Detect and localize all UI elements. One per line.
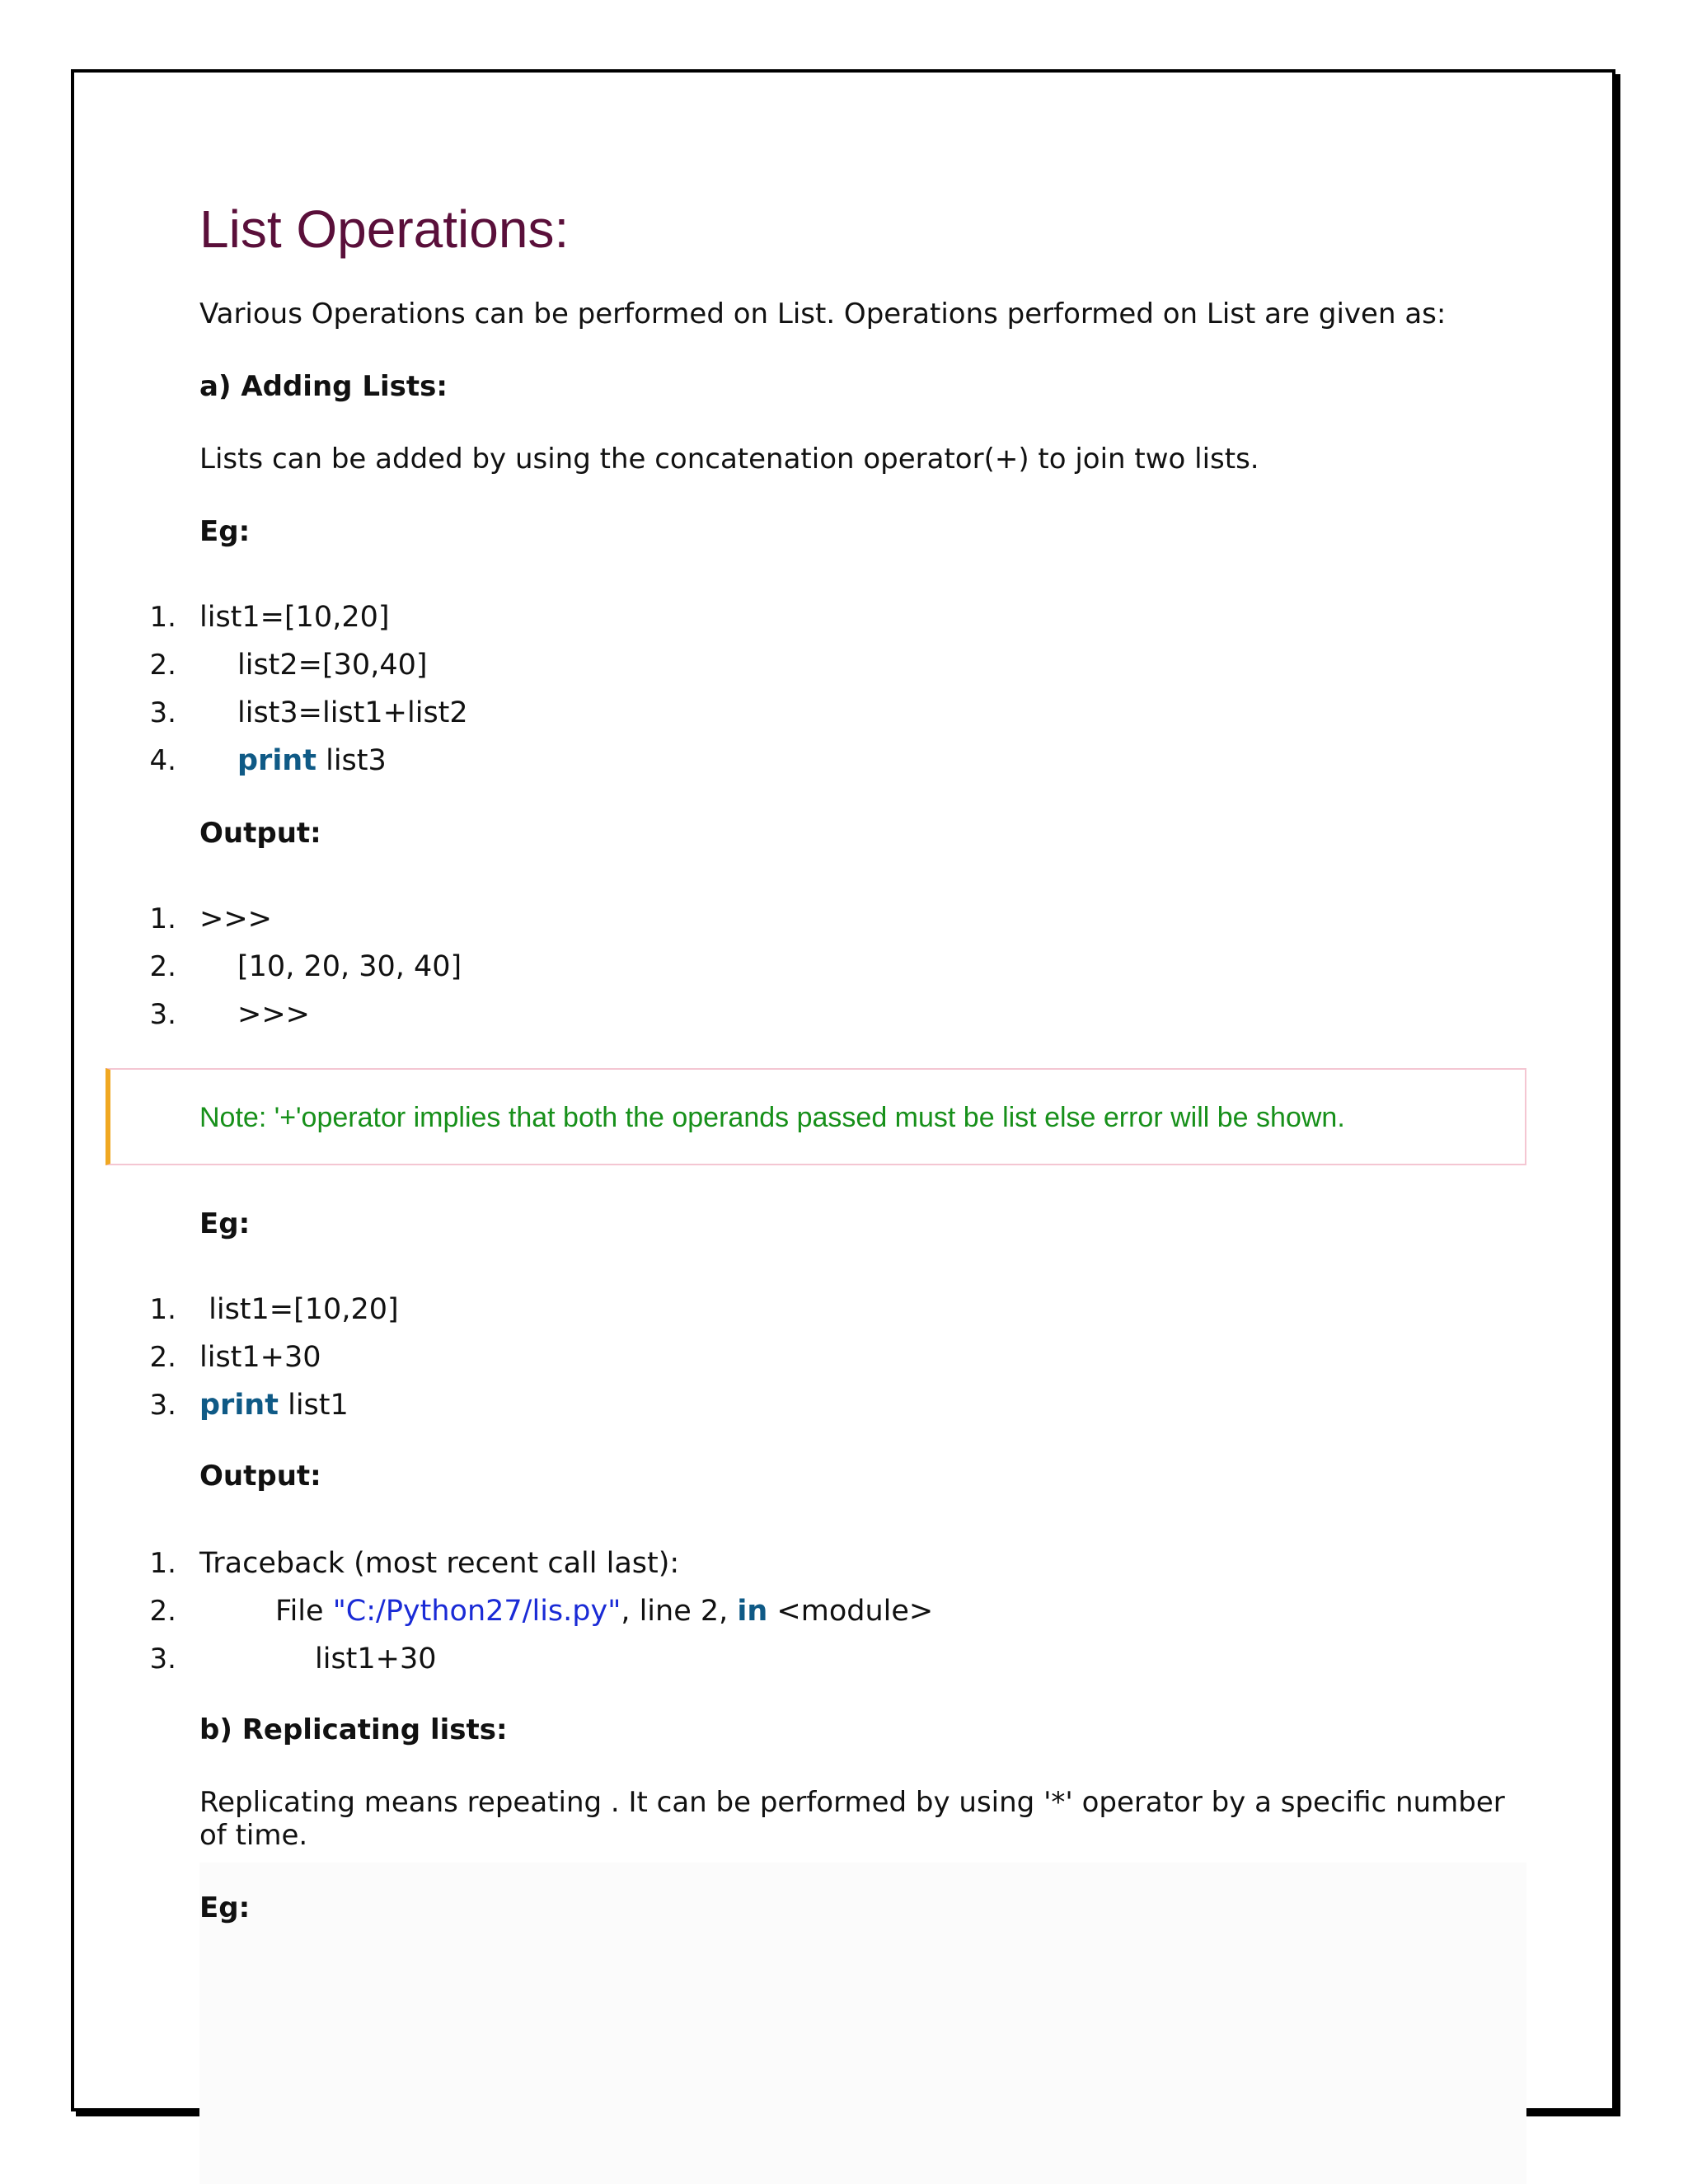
line-number: 2. — [149, 950, 176, 983]
intro-paragraph: Various Operations can be performed on List. Operations performed on List are given as: — [199, 298, 1447, 330]
code-text: list1 — [278, 1389, 349, 1422]
line-number: 3. — [149, 1643, 176, 1675]
line-number: 3. — [149, 998, 176, 1031]
traceback-prefix: File — [275, 1595, 333, 1628]
section-b-description-line2: of time. — [199, 1819, 308, 1852]
content-shade — [199, 1863, 1526, 2184]
code-line: list1=[10,20] — [199, 601, 390, 634]
line-number: 2. — [149, 1595, 176, 1628]
line-number: 2. — [149, 1341, 176, 1374]
code-line — [199, 1388, 349, 1422]
section-b-description-line1: Replicating means repeating . It can be performed by using '*' operator by a specific number — [199, 1786, 1505, 1819]
eg-label: Eg: — [199, 515, 251, 548]
line-number: 1. — [149, 902, 176, 935]
section-a-heading: a) Adding Lists: — [199, 370, 448, 403]
line-number: 1. — [149, 1547, 176, 1580]
output-line: Traceback (most recent call last): — [199, 1547, 680, 1580]
file-path-string: "C:/Python27/lis.py" — [332, 1595, 621, 1628]
line-number: 3. — [149, 696, 176, 729]
output-line: >>> — [237, 998, 310, 1031]
eg-label: Eg: — [199, 1207, 251, 1240]
code-line — [237, 743, 387, 778]
code-line: list1=[10,20] — [199, 1293, 399, 1326]
line-number: 3. — [149, 1389, 176, 1422]
output-line: >>> — [199, 902, 272, 935]
output-label: Output: — [199, 817, 321, 850]
output-label: Output: — [199, 1460, 321, 1493]
code-text: list3 — [316, 744, 387, 777]
line-number: 1. — [149, 1293, 176, 1326]
code-line: list1+30 — [199, 1341, 321, 1374]
keyword-print: print — [199, 1389, 279, 1422]
traceback-suffix: <module> — [767, 1595, 934, 1628]
line-number: 2. — [149, 649, 176, 682]
code-line: list2=[30,40] — [237, 649, 428, 682]
keyword-in: in — [737, 1595, 768, 1628]
output-line: [10, 20, 30, 40] — [237, 950, 462, 983]
output-line — [275, 1594, 933, 1629]
line-number: 4. — [149, 744, 176, 777]
keyword-print: print — [237, 744, 316, 777]
section-a-description: Lists can be added by using the concatenation operator(+) to join two lists. — [199, 443, 1259, 476]
traceback-middle: , line 2, — [621, 1595, 738, 1628]
code-line: list3=list1+list2 — [237, 696, 468, 729]
output-line: list1+30 — [315, 1643, 437, 1675]
line-number: 1. — [149, 601, 176, 634]
note-text: Note: '+'operator implies that both the operands passed must be list else error will be shown. — [199, 1102, 1345, 1133]
page-title: List Operations: — [199, 199, 570, 259]
eg-label: Eg: — [199, 1891, 251, 1924]
section-b-heading: b) Replicating lists: — [199, 1713, 508, 1746]
